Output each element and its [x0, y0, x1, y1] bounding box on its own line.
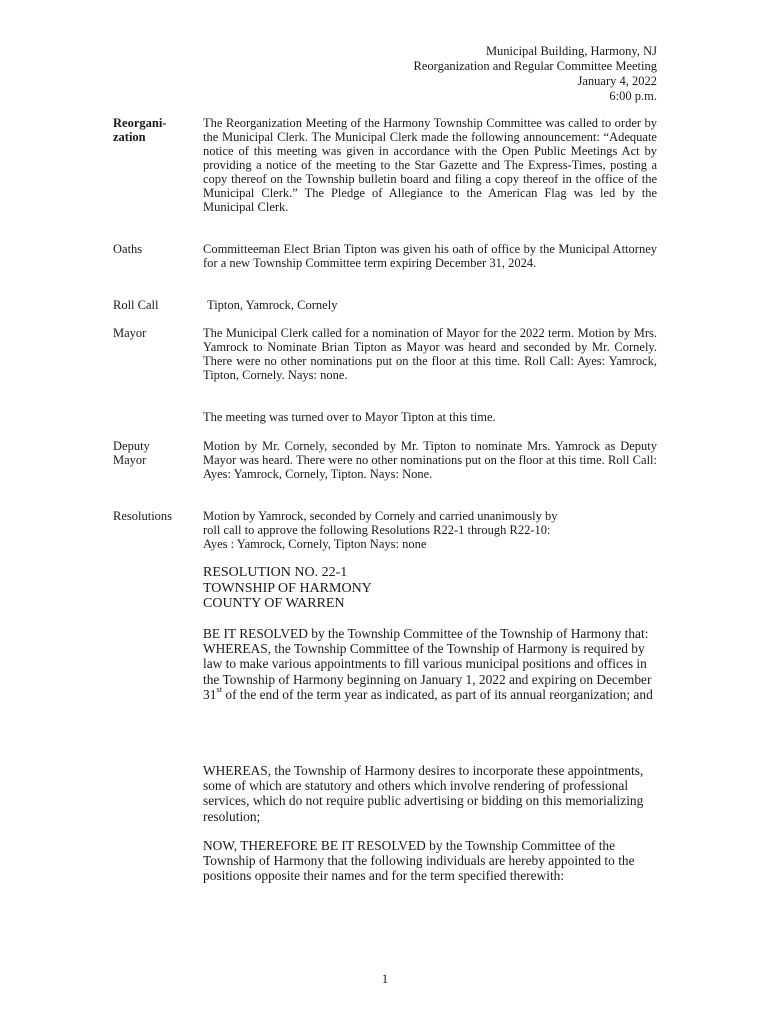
meeting-header [414, 44, 657, 104]
label-line: Deputy [113, 439, 150, 453]
header-date: January 4, 2022 [577, 74, 657, 88]
page-number: 1 [381, 972, 389, 986]
resolution-intro: BE IT RESOLVED by the Township Committee of the Township of Harmony that: [203, 626, 649, 641]
resolution-heading [203, 565, 657, 612]
resolution-county: COUNTY OF WARREN [203, 596, 345, 611]
section-text-mayor-turnover: The meeting was turned over to Mayor Tipton at this time. [203, 410, 496, 424]
section-text-deputy-mayor: Motion by Mr. Cornely, seconded by Mr. Tipton to nominate Mrs. Yamrock as Deputy Mayor was heard. There were no other nominations put on the floor at this time. Roll Call: Ayes: Yamrock, Cornely, Tipton. Nays: None. [203, 439, 657, 481]
section-label-deputy-mayor [113, 439, 198, 467]
section-text-oaths: Committeeman Elect Brian Tipton was given his oath of office by the Municipal Attorney for a new Township Committee term expiring December 31, 2024. [203, 242, 657, 270]
label-line: zation [113, 130, 146, 144]
section-text-reorganization: The Reorganization Meeting of the Harmony Township Committee was called to order by the Municipal Clerk. The Municipal Clerk made the following announcement: “Adequate notice of this meeting was given in accordance with the Open Public Meetings Act by providing a notice of the meeting to the Star Gazette and The Express-Times, posting a copy thereof on the Township bulletin board and filing a copy thereof in the office of the Municipal Clerk.” The Pledge of Allegiance to the American Flag was led by the Municipal Clerk. [203, 116, 657, 214]
ordinal-suffix: st [216, 684, 223, 695]
resolution-now-therefore: NOW, THEREFORE BE IT RESOLVED by the Township Committee of the Township of Harmony that the following individuals are hereby appointed to the positions opposite their names and for the term specified therewith: [203, 838, 635, 884]
resolution-whereas-1 [203, 641, 657, 702]
resolution-paragraph-2 [203, 763, 657, 824]
label-line: Reorgani- [113, 116, 167, 130]
text-run: of the end of the term year as indicated, as part of its annual reorganization; and [222, 686, 653, 702]
text-line: Ayes : Yamrock, Cornely, Tipton Nays: none [203, 537, 427, 551]
resolution-whereas-2: WHEREAS, the Township of Harmony desires to incorporate these appointments, some of which are statutory and others which involve rendering of professional services, which do not require public advertising or bidding on this memorializing resolution; [203, 763, 644, 824]
section-text-roll-call: Tipton, Yamrock, Cornely [207, 298, 338, 312]
section-label-mayor: Mayor [113, 326, 147, 340]
text-line: Motion by Yamrock, seconded by Cornely and carried unanimously by [203, 509, 558, 523]
section-label-oaths: Oaths [113, 242, 143, 256]
header-location: Municipal Building, Harmony, NJ [485, 44, 657, 58]
text-line: roll call to approve the following Resolutions R22-1 through R22-10: [203, 523, 551, 537]
resolution-paragraph-1 [203, 626, 657, 702]
section-label-resolutions: Resolutions [113, 509, 173, 523]
section-label-roll-call: Roll Call [113, 298, 159, 312]
resolution-paragraph-3 [203, 838, 657, 884]
resolution-number: RESOLUTION NO. 22-1 [203, 565, 348, 580]
resolution-township: TOWNSHIP OF HARMONY [203, 580, 372, 596]
section-text-resolutions [203, 509, 657, 551]
header-time: 6:00 p.m. [609, 89, 657, 103]
section-label-reorganization [113, 116, 198, 144]
section-text-mayor: The Municipal Clerk called for a nomination of Mayor for the 2022 term. Motion by Mrs. Yamrock to Nominate Brian Tipton as Mayor was heard and seconded by Mr. Cornely. There were no other nominations put on the floor at this time. Roll Call: Ayes: Yamrock, Tipton, Cornely. Nays: none. [203, 326, 657, 382]
text-run: WHEREAS, the Township Committee of the Township of Harmony is required by law to make various appointments to fill various municipal positions and offices in the Township of Harmony beginning on January 1, 2022 and expiring on December 31 [203, 641, 652, 702]
header-meeting-type: Reorganization and Regular Committee Meeting [413, 59, 657, 73]
label-line: Mayor [113, 453, 147, 467]
